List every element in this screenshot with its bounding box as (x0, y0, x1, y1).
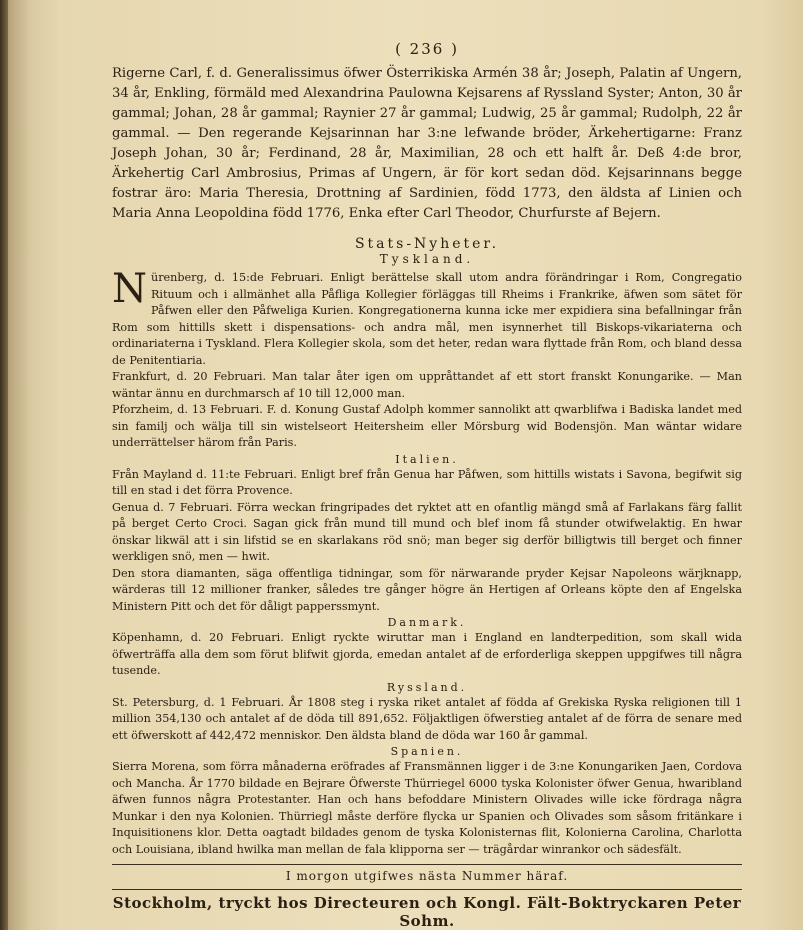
divider (112, 864, 742, 865)
page-number: ( 236 ) (395, 40, 459, 58)
section-country: Ryssland. (386, 680, 468, 694)
book-spine (0, 0, 8, 930)
section-country: Danmark. (387, 616, 467, 629)
section-country: Italien. (395, 452, 459, 466)
news-section-spain (112, 745, 742, 858)
section-country: Spanien. (390, 745, 464, 758)
news-paragraph: Pforzheim, d. 13 Februari. F. d. Konung Gustaf Adolph kommer sannolikt att qwarblifwa i Badiska landet med sin familj och wälja till sin wistelseort Heitersheim eller Mörsburg wid Bodensjön. Man wäntar widare underrättelser härom från Paris. (112, 403, 742, 449)
news-paragraph: St. Petersburg, d. 1 Februari. År 1808 steg i ryska riket antalet af födda af Grekiska Ryska religionen till 1 million 354,130 och antalet af de döda till 891,652. Följaktligen öfwerstieg antalet af de förra de senare med ett öfwerskott af 442,472 menniskor. Den äldsta bland de döda war 160 år gammal. (112, 695, 742, 742)
printer-imprint: Stockholm, tryckt hos Directeuren och Kongl. Fält-Boktryckaren Peter Sohm. (112, 894, 742, 930)
news-section-denmark (112, 616, 742, 680)
next-issue-note: I morgon utgifwes nästa Nummer häraf. (285, 869, 569, 883)
news-paragraph: Genua d. 7 Februari. Förra weckan fringripades det ryktet att en ofantlig mängd små af Farlakans färg fallit på berget Certo Croci. Sagan gick från mund till mund och blef inom få stunder otwifwelaktig. En hwar önskar likwäl att i sin lifstid se en skarlakans röd snö; man beger sig derför billigtwis till berget och finner werkligen snö, men — hwit. (112, 500, 742, 563)
news-paragraph: Sierra Morena, som förra månaderna eröfrades af Fransmännen ligger i de 3:ne Konungariken Jaen, Cordova och Mancha. År 1770 bildade en Bejrare Öfwerste Thürriegel 6000 tyska Kolonister öfwer Genua, hwaribland äfwen funnos några Protestanter. Han och hans befoddare Ministern Olivades wille icke fördraga några Munkar i den nya Kolonien. Thürriegl måste derföre flycka ur Spanien och Olivades som såsom fritänkare i Inquisitionens klor. Detta oagtadt bildades genom de tyska Kolonisternas flit, Kolonierna Carolina, Charlotta och Louisiana, ibland hwilka man mellan de fala klipporna ser — trägårdar winrankor och sädesfält. (112, 760, 742, 856)
news-paragraph (112, 266, 742, 369)
news-paragraph: Den stora diamanten, säga offentliga tidningar, som för närwarande pryder Kejsar Napoleons wärjknapp, wärderas till 12 millioner franker, således tre gånger högre än Hertigen af Orleans köpte den af Engelska Ministern Pitt och det för dåligt papperssmynt. (112, 566, 742, 613)
intro-paragraph: Rigerne Carl, f. d. Generalissimus öfwer Österrikiska Armén 38 år; Joseph, Palatin af Ungern, 34 år, Enkling, förmäld med Alexandrina Paulowna Kejsarens af Ryssland Syster; Anton, 30 år gammal; Johan, 28 år gammal; Raynier 27 år gammal; Ludwig, 25 år gammal; Rudolph, 22 år gammal. — Den regerande Kejsarinnan har 3:ne lefwande bröder, Ärkehertigarne: Franz Joseph Johan, 30 år; Ferdinand, 28 år, Maximilian, 28 och ett halft år. Deß 4:de bror, Ärkehertig Carl Ambrosius, Primas af Ungern, är för kort sedan död. Kejsarinnans begge fostrar äro: Maria Theresia, Drottning af Sardinien, född 1773, den äldsta af Linien och Maria Anna Leopoldina född 1776, Enka efter Carl Theodor, Churfurste af Bejern. (112, 66, 742, 221)
news-section-russia (112, 681, 742, 745)
news-section-germany (112, 252, 742, 452)
section-country: Tyskland. (379, 252, 475, 266)
divider (112, 889, 742, 890)
news-paragraph: Köpenhamn, d. 20 Februari. Enligt ryckte wiruttar man i England en landterpedition, som skall wida öfwerträffa alla dem som förut blifwit gjorda, emedan antalet af de erforderliga skeppen uppgifwes till några tusende. (112, 631, 742, 677)
news-paragraph: Frankfurt, d. 20 Februari. Man talar åter igen om uppråttandet af ett stort franskt Konungarike. — Man wäntar ännu en durchmarsch af 10 till 12,000 man. (112, 370, 742, 400)
news-title: Stats-Nyheter. (354, 236, 500, 252)
news-text: ürenberg, d. 15:de Februari. Enligt berättelse skall utom andra förändringar i Rom, Congregatio Rituum och i allmänhet alla Påfliga Kollegier förläggas till Rheims i Frankrike, äfwen som sätet för Påfwen eller den Påfweliga Kurien. Kongregationerna kunna icke mer expidiera sina befallningar från Rom som hittills skett i dispensations- och andra mål, men isynnerhet till Biskops-vikariaterna och ordinariaterna i Tyskland. Flera Kollegier skola, som det heter, redan wara flyttade från Rom, och bland dessa de Penitentiaria. (112, 271, 742, 367)
news-paragraph: Från Mayland d. 11:te Februari. Enligt bref från Genua har Påfwen, som hittills wistats i Savona, begifwit sig till en stad i det förra Provence. (112, 467, 742, 497)
page-content (112, 40, 742, 930)
drop-cap: N (112, 266, 147, 312)
news-section-italy (112, 453, 742, 616)
